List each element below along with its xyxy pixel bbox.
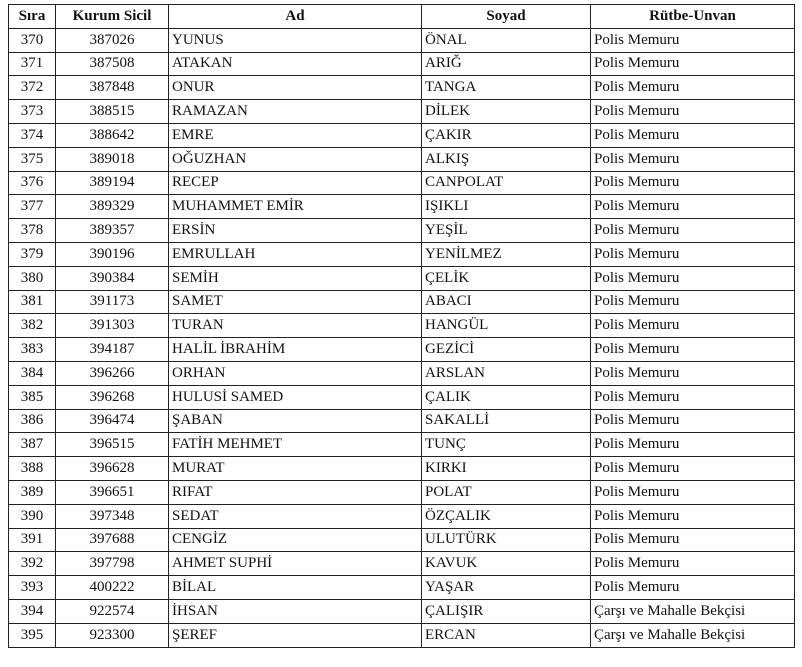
cell-ad: OĞUZHAN bbox=[169, 147, 422, 171]
cell-sira: 395 bbox=[9, 623, 56, 647]
cell-soyad: ULUTÜRK bbox=[422, 528, 591, 552]
cell-kurum-sicil: 396515 bbox=[56, 433, 169, 457]
cell-ad: TURAN bbox=[169, 314, 422, 338]
cell-sira: 375 bbox=[9, 147, 56, 171]
table-row bbox=[9, 457, 795, 481]
cell-soyad: ÇALIK bbox=[422, 385, 591, 409]
cell-soyad: ÇAKIR bbox=[422, 123, 591, 147]
cell-sira: 371 bbox=[9, 52, 56, 76]
cell-kurum-sicil: 388515 bbox=[56, 100, 169, 124]
cell-sira: 378 bbox=[9, 219, 56, 243]
cell-rutbe-unvan: Polis Memuru bbox=[591, 433, 795, 457]
cell-kurum-sicil: 922574 bbox=[56, 599, 169, 623]
cell-soyad: KAVUK bbox=[422, 552, 591, 576]
cell-kurum-sicil: 390196 bbox=[56, 242, 169, 266]
cell-kurum-sicil: 923300 bbox=[56, 623, 169, 647]
cell-soyad: SAKALLİ bbox=[422, 409, 591, 433]
cell-sira: 383 bbox=[9, 338, 56, 362]
cell-rutbe-unvan: Polis Memuru bbox=[591, 219, 795, 243]
cell-kurum-sicil: 387026 bbox=[56, 28, 169, 52]
cell-soyad: ÇELİK bbox=[422, 266, 591, 290]
cell-ad: ŞEREF bbox=[169, 623, 422, 647]
cell-soyad: YEŞİL bbox=[422, 219, 591, 243]
cell-sira: 390 bbox=[9, 504, 56, 528]
cell-kurum-sicil: 396474 bbox=[56, 409, 169, 433]
cell-soyad: ARSLAN bbox=[422, 361, 591, 385]
cell-ad: RAMAZAN bbox=[169, 100, 422, 124]
cell-soyad: POLAT bbox=[422, 480, 591, 504]
cell-ad: YUNUS bbox=[169, 28, 422, 52]
cell-rutbe-unvan: Polis Memuru bbox=[591, 480, 795, 504]
header-row bbox=[9, 5, 795, 29]
cell-rutbe-unvan: Polis Memuru bbox=[591, 552, 795, 576]
cell-ad: ŞABAN bbox=[169, 409, 422, 433]
cell-soyad: YENİLMEZ bbox=[422, 242, 591, 266]
cell-ad: EMRULLAH bbox=[169, 242, 422, 266]
header-rutbe-unvan: Rütbe-Unvan bbox=[591, 5, 795, 29]
cell-kurum-sicil: 389357 bbox=[56, 219, 169, 243]
cell-rutbe-unvan: Polis Memuru bbox=[591, 290, 795, 314]
cell-kurum-sicil: 389329 bbox=[56, 195, 169, 219]
cell-rutbe-unvan: Polis Memuru bbox=[591, 266, 795, 290]
table-row bbox=[9, 433, 795, 457]
cell-kurum-sicil: 397688 bbox=[56, 528, 169, 552]
cell-soyad: CANPOLAT bbox=[422, 171, 591, 195]
cell-sira: 388 bbox=[9, 457, 56, 481]
table-row bbox=[9, 242, 795, 266]
cell-kurum-sicil: 394187 bbox=[56, 338, 169, 362]
cell-sira: 389 bbox=[9, 480, 56, 504]
cell-soyad: DİLEK bbox=[422, 100, 591, 124]
cell-sira: 381 bbox=[9, 290, 56, 314]
cell-rutbe-unvan: Polis Memuru bbox=[591, 338, 795, 362]
cell-kurum-sicil: 388642 bbox=[56, 123, 169, 147]
cell-rutbe-unvan: Çarşı ve Mahalle Bekçisi bbox=[591, 599, 795, 623]
cell-ad: ERSİN bbox=[169, 219, 422, 243]
cell-sira: 384 bbox=[9, 361, 56, 385]
table-row bbox=[9, 599, 795, 623]
cell-rutbe-unvan: Polis Memuru bbox=[591, 242, 795, 266]
cell-kurum-sicil: 400222 bbox=[56, 576, 169, 600]
cell-rutbe-unvan: Polis Memuru bbox=[591, 385, 795, 409]
cell-kurum-sicil: 389194 bbox=[56, 171, 169, 195]
table-row bbox=[9, 195, 795, 219]
cell-kurum-sicil: 390384 bbox=[56, 266, 169, 290]
cell-sira: 386 bbox=[9, 409, 56, 433]
table-row bbox=[9, 219, 795, 243]
cell-kurum-sicil: 389018 bbox=[56, 147, 169, 171]
cell-sira: 380 bbox=[9, 266, 56, 290]
cell-ad: CENGİZ bbox=[169, 528, 422, 552]
table-row bbox=[9, 76, 795, 100]
cell-soyad: ÇALIŞIR bbox=[422, 599, 591, 623]
cell-kurum-sicil: 396268 bbox=[56, 385, 169, 409]
cell-soyad: GEZİCİ bbox=[422, 338, 591, 362]
cell-ad: SEMİH bbox=[169, 266, 422, 290]
table-row bbox=[9, 314, 795, 338]
table-row bbox=[9, 480, 795, 504]
cell-kurum-sicil: 396651 bbox=[56, 480, 169, 504]
cell-soyad: KIRKI bbox=[422, 457, 591, 481]
cell-kurum-sicil: 397348 bbox=[56, 504, 169, 528]
cell-soyad: ÖZÇALIK bbox=[422, 504, 591, 528]
cell-ad: HULUSİ SAMED bbox=[169, 385, 422, 409]
cell-soyad: TANGA bbox=[422, 76, 591, 100]
cell-rutbe-unvan: Polis Memuru bbox=[591, 52, 795, 76]
cell-rutbe-unvan: Polis Memuru bbox=[591, 123, 795, 147]
cell-ad: AHMET SUPHİ bbox=[169, 552, 422, 576]
table-row bbox=[9, 28, 795, 52]
cell-rutbe-unvan: Polis Memuru bbox=[591, 504, 795, 528]
table-header bbox=[9, 5, 795, 29]
cell-soyad: TUNÇ bbox=[422, 433, 591, 457]
cell-rutbe-unvan: Polis Memuru bbox=[591, 528, 795, 552]
header-kurum-sicil: Kurum Sicil bbox=[56, 5, 169, 29]
cell-sira: 370 bbox=[9, 28, 56, 52]
cell-ad: EMRE bbox=[169, 123, 422, 147]
cell-rutbe-unvan: Polis Memuru bbox=[591, 76, 795, 100]
cell-ad: RECEP bbox=[169, 171, 422, 195]
cell-ad: ORHAN bbox=[169, 361, 422, 385]
cell-kurum-sicil: 396266 bbox=[56, 361, 169, 385]
cell-rutbe-unvan: Polis Memuru bbox=[591, 28, 795, 52]
header-soyad: Soyad bbox=[422, 5, 591, 29]
cell-sira: 393 bbox=[9, 576, 56, 600]
cell-soyad: ÖNAL bbox=[422, 28, 591, 52]
table-row bbox=[9, 266, 795, 290]
cell-rutbe-unvan: Polis Memuru bbox=[591, 147, 795, 171]
table-row bbox=[9, 623, 795, 647]
cell-ad: SEDAT bbox=[169, 504, 422, 528]
cell-sira: 392 bbox=[9, 552, 56, 576]
cell-rutbe-unvan: Polis Memuru bbox=[591, 576, 795, 600]
cell-soyad: ERCAN bbox=[422, 623, 591, 647]
cell-ad: RIFAT bbox=[169, 480, 422, 504]
cell-sira: 382 bbox=[9, 314, 56, 338]
cell-ad: ONUR bbox=[169, 76, 422, 100]
cell-kurum-sicil: 387848 bbox=[56, 76, 169, 100]
cell-sira: 373 bbox=[9, 100, 56, 124]
cell-sira: 379 bbox=[9, 242, 56, 266]
cell-ad: FATİH MEHMET bbox=[169, 433, 422, 457]
table-row bbox=[9, 528, 795, 552]
cell-ad: MURAT bbox=[169, 457, 422, 481]
cell-kurum-sicil: 396628 bbox=[56, 457, 169, 481]
cell-ad: İHSAN bbox=[169, 599, 422, 623]
cell-sira: 387 bbox=[9, 433, 56, 457]
cell-sira: 391 bbox=[9, 528, 56, 552]
cell-soyad: HANGÜL bbox=[422, 314, 591, 338]
cell-ad: MUHAMMET EMİR bbox=[169, 195, 422, 219]
cell-kurum-sicil: 391173 bbox=[56, 290, 169, 314]
table-row bbox=[9, 100, 795, 124]
table-row bbox=[9, 361, 795, 385]
cell-ad: BİLAL bbox=[169, 576, 422, 600]
cell-rutbe-unvan: Polis Memuru bbox=[591, 409, 795, 433]
cell-kurum-sicil: 387508 bbox=[56, 52, 169, 76]
table-row bbox=[9, 52, 795, 76]
table-row bbox=[9, 338, 795, 362]
cell-soyad: ALKIŞ bbox=[422, 147, 591, 171]
cell-rutbe-unvan: Polis Memuru bbox=[591, 195, 795, 219]
table-row bbox=[9, 552, 795, 576]
cell-rutbe-unvan: Çarşı ve Mahalle Bekçisi bbox=[591, 623, 795, 647]
table-row bbox=[9, 123, 795, 147]
cell-rutbe-unvan: Polis Memuru bbox=[591, 457, 795, 481]
header-sira: Sıra bbox=[9, 5, 56, 29]
table-row bbox=[9, 290, 795, 314]
cell-ad: HALİL İBRAHİM bbox=[169, 338, 422, 362]
cell-sira: 374 bbox=[9, 123, 56, 147]
cell-rutbe-unvan: Polis Memuru bbox=[591, 100, 795, 124]
cell-soyad: ABACI bbox=[422, 290, 591, 314]
cell-soyad: YAŞAR bbox=[422, 576, 591, 600]
header-ad: Ad bbox=[169, 5, 422, 29]
cell-soyad: ARIĞ bbox=[422, 52, 591, 76]
table-row bbox=[9, 504, 795, 528]
cell-sira: 385 bbox=[9, 385, 56, 409]
cell-sira: 377 bbox=[9, 195, 56, 219]
cell-sira: 372 bbox=[9, 76, 56, 100]
cell-rutbe-unvan: Polis Memuru bbox=[591, 171, 795, 195]
cell-soyad: IŞIKLI bbox=[422, 195, 591, 219]
table-row bbox=[9, 409, 795, 433]
cell-rutbe-unvan: Polis Memuru bbox=[591, 361, 795, 385]
cell-ad: SAMET bbox=[169, 290, 422, 314]
table-row bbox=[9, 576, 795, 600]
cell-ad: ATAKAN bbox=[169, 52, 422, 76]
cell-rutbe-unvan: Polis Memuru bbox=[591, 314, 795, 338]
table-row bbox=[9, 385, 795, 409]
table-row bbox=[9, 147, 795, 171]
cell-sira: 394 bbox=[9, 599, 56, 623]
personnel-table bbox=[8, 4, 795, 648]
table-row bbox=[9, 171, 795, 195]
table-body bbox=[9, 28, 795, 647]
cell-kurum-sicil: 391303 bbox=[56, 314, 169, 338]
cell-kurum-sicil: 397798 bbox=[56, 552, 169, 576]
cell-sira: 376 bbox=[9, 171, 56, 195]
